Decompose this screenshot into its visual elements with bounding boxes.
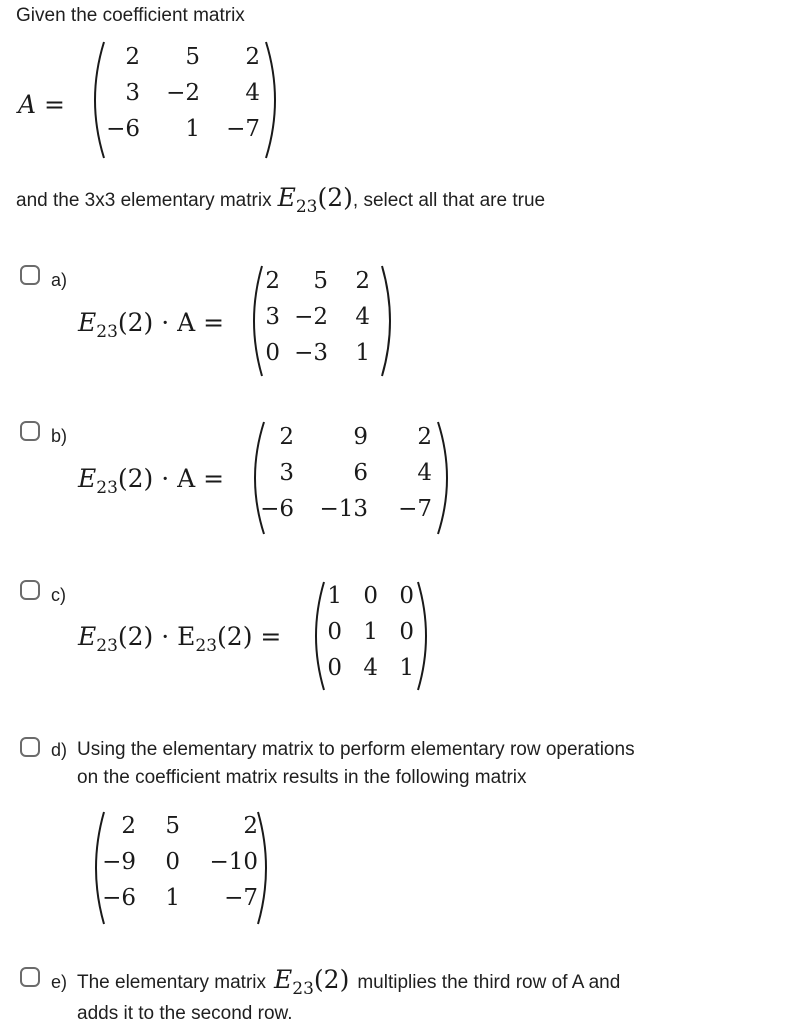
option-c-cell: 4 [363,655,378,681]
option-b-cell: 3 [279,460,294,486]
option-a-cell: 2 [265,268,280,294]
option-d-checkbox[interactable] [20,737,40,757]
option-c-cell: 1 [363,619,378,645]
option-a-cell: 5 [313,268,328,294]
matrix-a-cell: −7 [226,116,260,142]
stem-math: $E_{23}(2)$ [277,183,353,217]
option-c-letter: c) [51,585,66,605]
option-e-text-after: multiplies the third row of A and [357,972,621,993]
option-d-cell: −9 [102,849,136,875]
option-a-cell: 2 [355,268,370,294]
option-d-cell: 2 [121,813,136,839]
option-b-checkbox[interactable] [20,421,40,441]
option-a-checkbox[interactable] [20,265,40,285]
option-e-line1 [77,965,621,999]
option-c-matrix [316,583,414,681]
stem-suffix: , select all that are true [352,190,546,211]
option-a-letter: a) [51,270,68,290]
option-d-cell: −7 [224,885,258,911]
matrix-a-cell: 2 [125,44,140,70]
option-b-cell: 6 [353,460,368,486]
option-e-letter: e) [51,972,68,992]
option-d-cell: −10 [209,849,258,875]
option-a-cell: −2 [294,304,328,330]
option-a-cell: −3 [294,340,328,366]
stem-prefix: and the 3x3 elementary matrix [16,190,272,211]
option-c-cell: 0 [399,619,414,645]
option-c-cell: 0 [363,583,378,609]
option-d-line2: on the coefficient matrix results in the following matrix [77,767,527,788]
option-b-cell: −13 [319,496,368,522]
matrix-a [100,44,260,142]
option-b-cell: 2 [417,424,432,450]
option-d-letter: d) [51,740,68,760]
option-d-line1: Using the elementary matrix to perform elementary row operations [77,739,635,760]
option-e-text-before: The elementary matrix [77,972,267,993]
option-d-cell: 0 [165,849,180,875]
option-e-checkbox[interactable] [20,967,40,987]
option-d-cell: −6 [102,885,136,911]
option-b-letter: b) [51,426,68,446]
option-a-cell: 4 [355,304,370,330]
matrix-a-cell: −2 [166,80,200,106]
option-a-lhs: $E_{23}(2) \cdot A$ = [78,308,225,342]
matrix-a-cell: 1 [185,116,200,142]
option-b-cell: 2 [279,424,294,450]
option-a-cell: 0 [265,340,280,366]
option-a-cell: 3 [265,304,280,330]
option-c-cell: 0 [399,583,414,609]
option-b-cell: 4 [417,460,432,486]
option-d-cell: 5 [165,813,180,839]
right-paren [434,420,458,536]
matrix-a-cell: 5 [185,44,200,70]
option-b-cell: −7 [398,496,432,522]
option-c-lhs: $E_{23}(2) \cdot E_{23}(2)$ = [78,622,282,656]
question-stem [16,183,546,217]
option-d-cell: 1 [165,885,180,911]
option-b-lhs: $E_{23}(2) \cdot A$ = [78,464,225,498]
option-c-cell: 1 [399,655,414,681]
option-e-line2: adds it to the second row. [77,1003,293,1024]
option-a-cell: 1 [355,340,370,366]
matrix-a-cell: 3 [125,80,140,106]
matrix-a-cell: 4 [245,80,260,106]
option-d-matrix [98,813,258,911]
option-c-checkbox[interactable] [20,580,40,600]
option-b-matrix [254,424,432,522]
option-c-cell: 1 [327,583,342,609]
question-intro: Given the coefficient matrix [16,5,245,26]
matrix-a-cell: 2 [245,44,260,70]
option-b-cell: −6 [260,496,294,522]
matrix-a-cell: −6 [106,116,140,142]
option-e-math: $E_{23}(2)$ [274,965,350,999]
right-paren [414,580,436,692]
right-paren [378,264,400,378]
right-paren [254,810,276,926]
option-b-cell: 9 [353,424,368,450]
matrix-a-label: A = [18,90,65,119]
option-c-cell: 0 [327,655,342,681]
option-c-cell: 0 [327,619,342,645]
option-a-matrix [252,268,370,366]
right-paren [262,40,286,160]
option-d-cell: 2 [243,813,258,839]
